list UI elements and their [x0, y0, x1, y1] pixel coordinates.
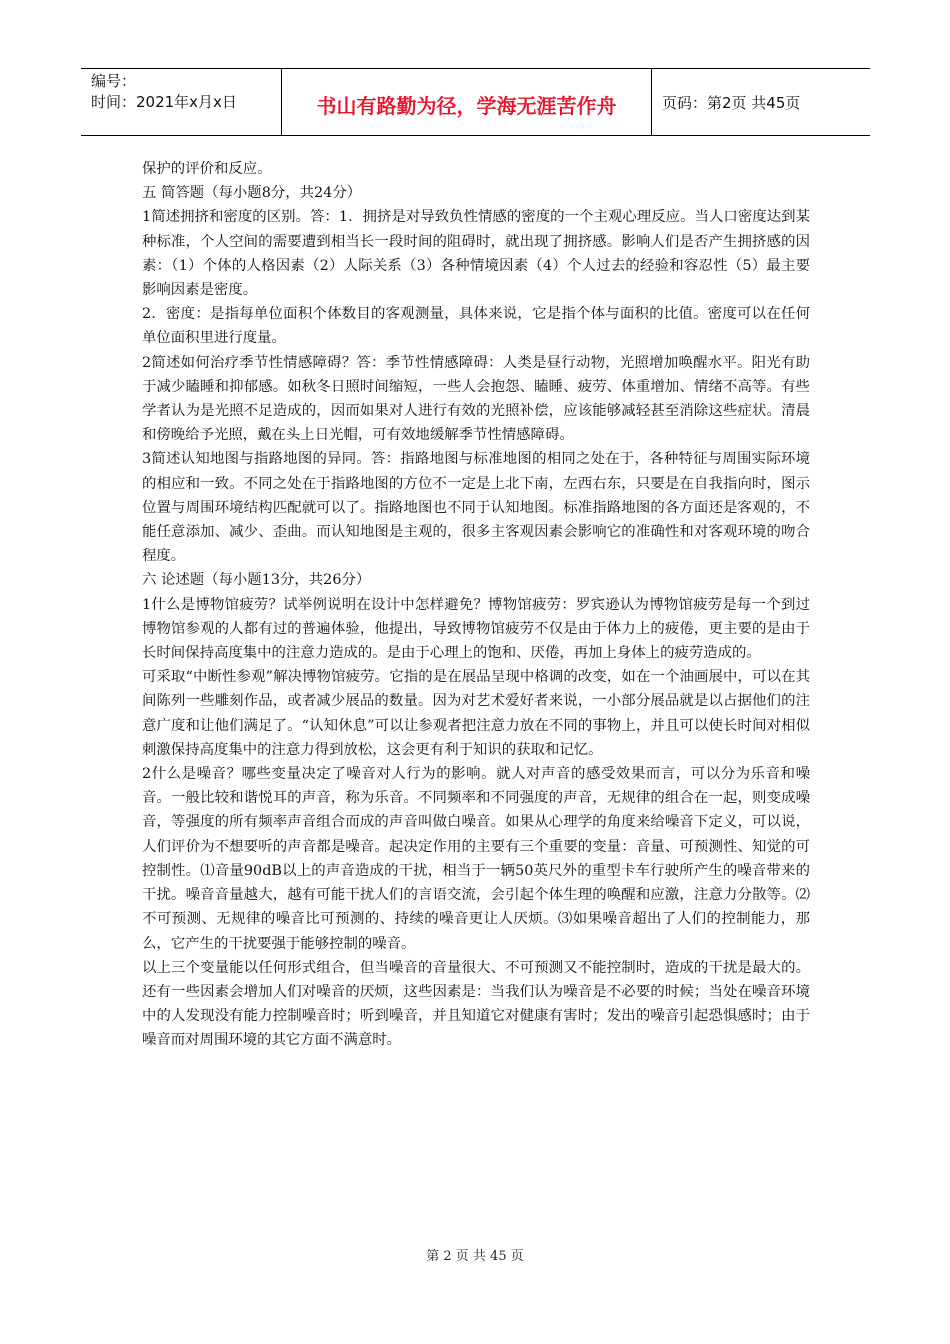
paragraph: 2简述如何治疗季节性情感障碍？答：季节性情感障碍：人类是昼行动物，光照增加唤醒水平。阳光有助于减少瞌睡和抑郁感。如秋冬日照时间缩短，一些人会抱怨、瞌睡、疲劳、体重增加、情绪不高等。有些学者认为是光照不足造成的，因而如果对人进行有效的光照补偿，应该能够减轻甚至消除这些症状。清晨和傍晚给予光照，戴在头上日光帽，可有效地缓解季节性情感障碍。	[142, 354, 810, 444]
paragraph: 2什么是噪音？哪些变量决定了噪音对人行为的影响。就人对声音的感受效果而言，可以分为乐音和噪音。一般比较和谐悦耳的声音，称为乐音。不同频率和不同强度的声音，无规律的组合在一起，则变成噪音，等强度的所有频率声音组合而成的声音叫做白噪音。如果从心理学的角度来给噪音下定义，可以说，人们评价为不想要听的声音都是噪音。起决定作用的主要有三个重要的变量：音量、可预测性、知觉的可控制性。⑴音量90dB以上的声音造成的干扰，相当于一辆50英尺外的重型卡车行驶所产生的噪音带来的干扰。噪音音量越大，越有可能干扰人们的言语交流，会引起个体生理的唤醒和应激，注意力分散等。⑵不可预测、无规律的噪音比可预测的、持续的噪音更让人厌烦。⑶如果噪音超出了人们的控制能力，那么，它产生的干扰要强于能够控制的噪音。	[142, 766, 810, 952]
paragraph: 3简述认知地图与指路地图的异同。答：指路地图与标准地图的相同之处在于，各种特征与周围实际环境的相应和一致。不同之处在于指路地图的方位不一定是上北下南，左西右东，只要是在自我指向时，图示位置与周围环境结构匹配就可以了。指路地图也不同于认知地图。标准指路地图的各方面还是客观的，不能任意添加、减少、歪曲。而认知地图是主观的，很多主客观因素会影响它的准确性和对客观环境的吻合程度。	[142, 451, 810, 565]
paragraph: 以上三个变量能以任何形式组合，但当噪音的音量很大、不可预测又不能控制时，造成的干扰是最大的。还有一些因素会增加人们对噪音的厌烦，这些因素是：当我们认为噪音是不必要的时候；当处在噪音环境中的人发现没有能力控制噪音时；听到噪音，并且知道它对健康有害时；发出的噪音引起恐惧感时；由于噪音而对周围环境的其它方面不满意时。	[142, 959, 810, 1049]
paragraph: 可采取“中断性参观”解决博物馆疲劳。它指的是在展品呈现中格调的改变，如在一个油画展中，可以在其间陈列一些雕刻作品，或者减少展品的数量。因为对艺术爱好者来说，一小部分展品就是以占据他们的注意广度和让他们满足了。“认知休息”可以让参观者把注意力放在不同的事物上，并且可以使长时间对相似刺激保持高度集中的注意力得到放松，这会更有利于知识的获取和记忆。	[142, 669, 810, 758]
header-page-number: 页码：第2页 共45页	[662, 93, 801, 112]
paragraph: 2．密度：是指每单位面积个体数目的客观测量，具体来说，它是指个体与面积的比值。密度可以在任何单位面积里进行度量。	[142, 306, 810, 347]
section-heading: 五 简答题（每小题8分，共24分）	[142, 185, 362, 202]
document-number-label: 编号：	[91, 72, 137, 90]
paragraph: 1简述拥挤和密度的区别。答：1．拥挤是对导致负性情感的密度的一个主观心理反应。当人口密度达到某种标准，个人空间的需要遭到相当长一段时间的阻碍时，就出现了拥挤感。影响人们是否产生拥挤感的因素：（1）个体的人格因素（2）人际关系（3）各种情境因素（4）个人过去的经验和容忍性（5）最主要影响因素是密度。	[142, 209, 810, 299]
header-meta	[81, 69, 282, 135]
header-table	[81, 68, 870, 136]
paragraph: 1什么是博物馆疲劳？试举例说明在设计中怎样避免？博物馆疲劳：罗宾逊认为博物馆疲劳是每一个到过博物馆参观的人都有过的普遍体验，他提出，导致博物馆疲劳不仅是由于体力上的疲倦，更主要的是由于长时间保持高度集中的注意力造成的。是由于心理上的饱和、厌倦，再加上身体上的疲劳造成的。	[142, 596, 810, 662]
document-time-label: 时间：2021年x月x日	[91, 93, 237, 111]
paragraph: 保护的评价和反应。	[142, 161, 272, 177]
document-body	[142, 157, 810, 1053]
page-footer: 第 2 页 共 45 页	[426, 1249, 524, 1264]
section-heading: 六 论述题（每小题13分，共26分）	[142, 572, 371, 589]
header-motto: 书山有路勤为径，学海无涯苦作舟	[282, 69, 652, 135]
